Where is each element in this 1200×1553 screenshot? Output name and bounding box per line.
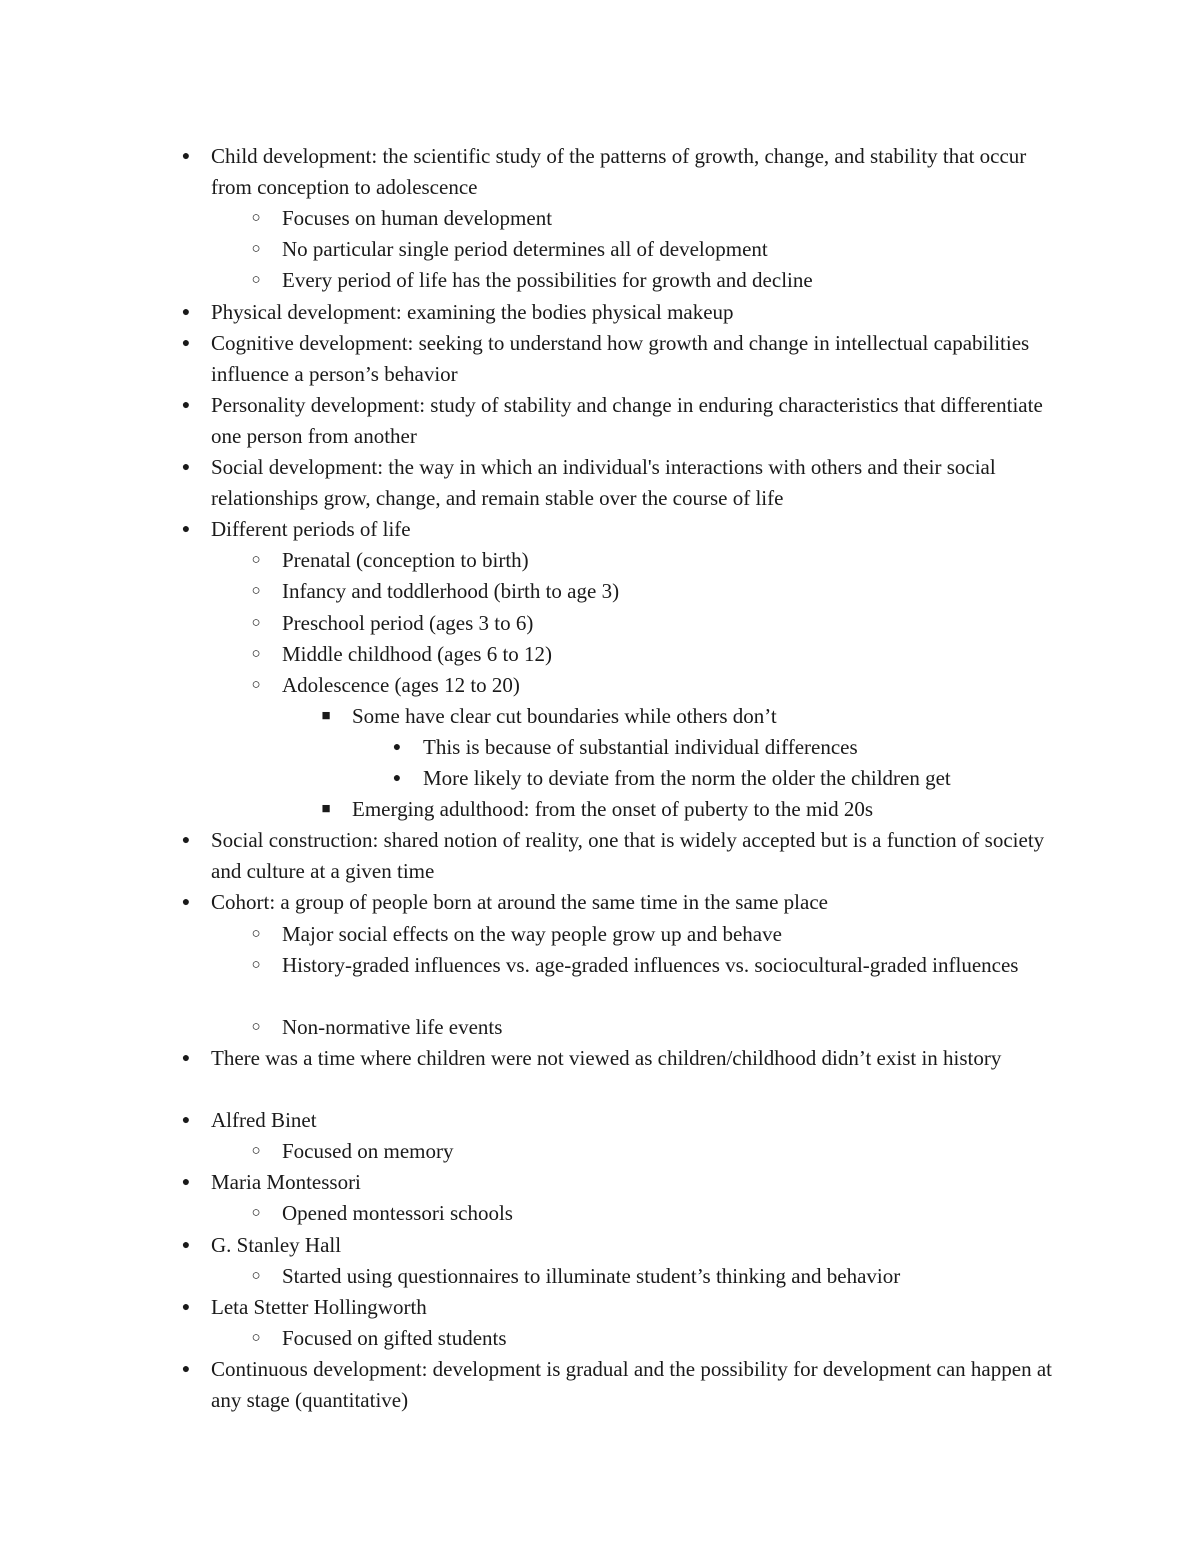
list-item-text: Focused on gifted students xyxy=(282,1326,507,1350)
list-item-text: History-graded influences vs. age-graded influences vs. sociocultural-graded influences xyxy=(282,953,1019,977)
list-item-text: Prenatal (conception to birth) xyxy=(282,548,529,572)
list-item-text: Middle childhood (ages 6 to 12) xyxy=(282,642,553,666)
list-item-text: Social development: the way in which an individual's interactions with others and their social relationships grow, change, and remain stable over the course of life xyxy=(211,455,996,510)
list-item-text: Major social effects on the way people grow up and behave xyxy=(282,922,782,946)
list-item-text: Cohort: a group of people born at around the same time in the same place xyxy=(211,890,828,914)
square-bullet-icon: ■ xyxy=(321,708,331,724)
list-item-text: Focuses on human development xyxy=(282,206,553,230)
hollow-bullet-icon: ○ xyxy=(251,957,261,973)
filled-bullet-icon: ● xyxy=(181,522,191,537)
hollow-bullet-icon: ○ xyxy=(251,210,261,226)
filled-bullet-icon: ● xyxy=(181,1175,191,1190)
hollow-bullet-icon: ○ xyxy=(251,615,261,631)
filled-bullet-icon: ● xyxy=(181,833,191,848)
list-item-text: Leta Stetter Hollingworth xyxy=(211,1295,427,1319)
list-item-text: Emerging adulthood: from the onset of puberty to the mid 20s xyxy=(352,797,874,821)
filled-bullet-icon: ● xyxy=(181,149,191,164)
hollow-bullet-icon: ○ xyxy=(251,1205,261,1221)
hollow-bullet-icon: ○ xyxy=(251,272,261,288)
list-item-text: Non-normative life events xyxy=(282,1015,503,1039)
hollow-bullet-icon: ○ xyxy=(251,1019,261,1035)
list-item-text: Adolescence (ages 12 to 20) xyxy=(282,673,520,697)
list-item-text: There was a time where children were not viewed as children/childhood didn’t exist in history xyxy=(211,1046,1002,1070)
list-item-text: Child development: the scientific study of the patterns of growth, change, and stability that occur from conception to adolescence xyxy=(211,144,1027,199)
list-item-text: G. Stanley Hall xyxy=(211,1233,342,1257)
filled-bullet-icon: ● xyxy=(181,305,191,320)
hollow-bullet-icon: ○ xyxy=(251,1143,261,1159)
list-item-text: Some have clear cut boundaries while others don’t xyxy=(352,704,777,728)
filled-bullet-icon: ● xyxy=(181,1051,191,1066)
list-item-text: Alfred Binet xyxy=(211,1108,317,1132)
filled-bullet-icon: ● xyxy=(392,771,402,786)
filled-bullet-icon: ● xyxy=(181,1362,191,1377)
list-item-text: Focused on memory xyxy=(282,1139,454,1163)
hollow-bullet-icon: ○ xyxy=(251,646,261,662)
list-item-text: Maria Montessori xyxy=(211,1170,361,1194)
square-bullet-icon: ■ xyxy=(321,801,331,817)
filled-bullet-icon: ● xyxy=(181,1300,191,1315)
list-item-text: Physical development: examining the bodies physical makeup xyxy=(211,300,734,324)
list-item-text: Social construction: shared notion of reality, one that is widely accepted but is a function of society and culture at a given time xyxy=(211,828,1045,883)
filled-bullet-icon: ● xyxy=(181,1113,191,1128)
hollow-bullet-icon: ○ xyxy=(251,241,261,257)
hollow-bullet-icon: ○ xyxy=(251,677,261,693)
list-item-text: Every period of life has the possibilities for growth and decline xyxy=(282,268,813,292)
list-item-text: Preschool period (ages 3 to 6) xyxy=(282,611,534,635)
hollow-bullet-icon: ○ xyxy=(251,926,261,942)
list-item-text: Opened montessori schools xyxy=(282,1201,513,1225)
hollow-bullet-icon: ○ xyxy=(251,1330,261,1346)
hollow-bullet-icon: ○ xyxy=(251,552,261,568)
list-item-text: Cognitive development: seeking to understand how growth and change in intellectual capabilities influence a person’s behavior xyxy=(211,331,1030,386)
filled-bullet-icon: ● xyxy=(181,460,191,475)
filled-bullet-icon: ● xyxy=(181,336,191,351)
filled-bullet-icon: ● xyxy=(181,1238,191,1253)
list-item-text: No particular single period determines all of development xyxy=(282,237,768,261)
list-item-text: Infancy and toddlerhood (birth to age 3) xyxy=(282,579,620,603)
filled-bullet-icon: ● xyxy=(181,895,191,910)
list-item-text: Started using questionnaires to illuminate student’s thinking and behavior xyxy=(282,1264,901,1288)
filled-bullet-icon: ● xyxy=(392,740,402,755)
list-item-text: Continuous development: development is gradual and the possibility for development can happen at any stage (quantitative) xyxy=(211,1357,1052,1412)
hollow-bullet-icon: ○ xyxy=(251,583,261,599)
list-item-text: More likely to deviate from the norm the older the children get xyxy=(423,766,951,790)
list-item-text: Different periods of life xyxy=(211,517,411,541)
list-item-text: This is because of substantial individual differences xyxy=(423,735,858,759)
list-item-text: Personality development: study of stability and change in enduring characteristics that differentiate one person from another xyxy=(211,393,1043,448)
filled-bullet-icon: ● xyxy=(181,398,191,413)
hollow-bullet-icon: ○ xyxy=(251,1268,261,1284)
